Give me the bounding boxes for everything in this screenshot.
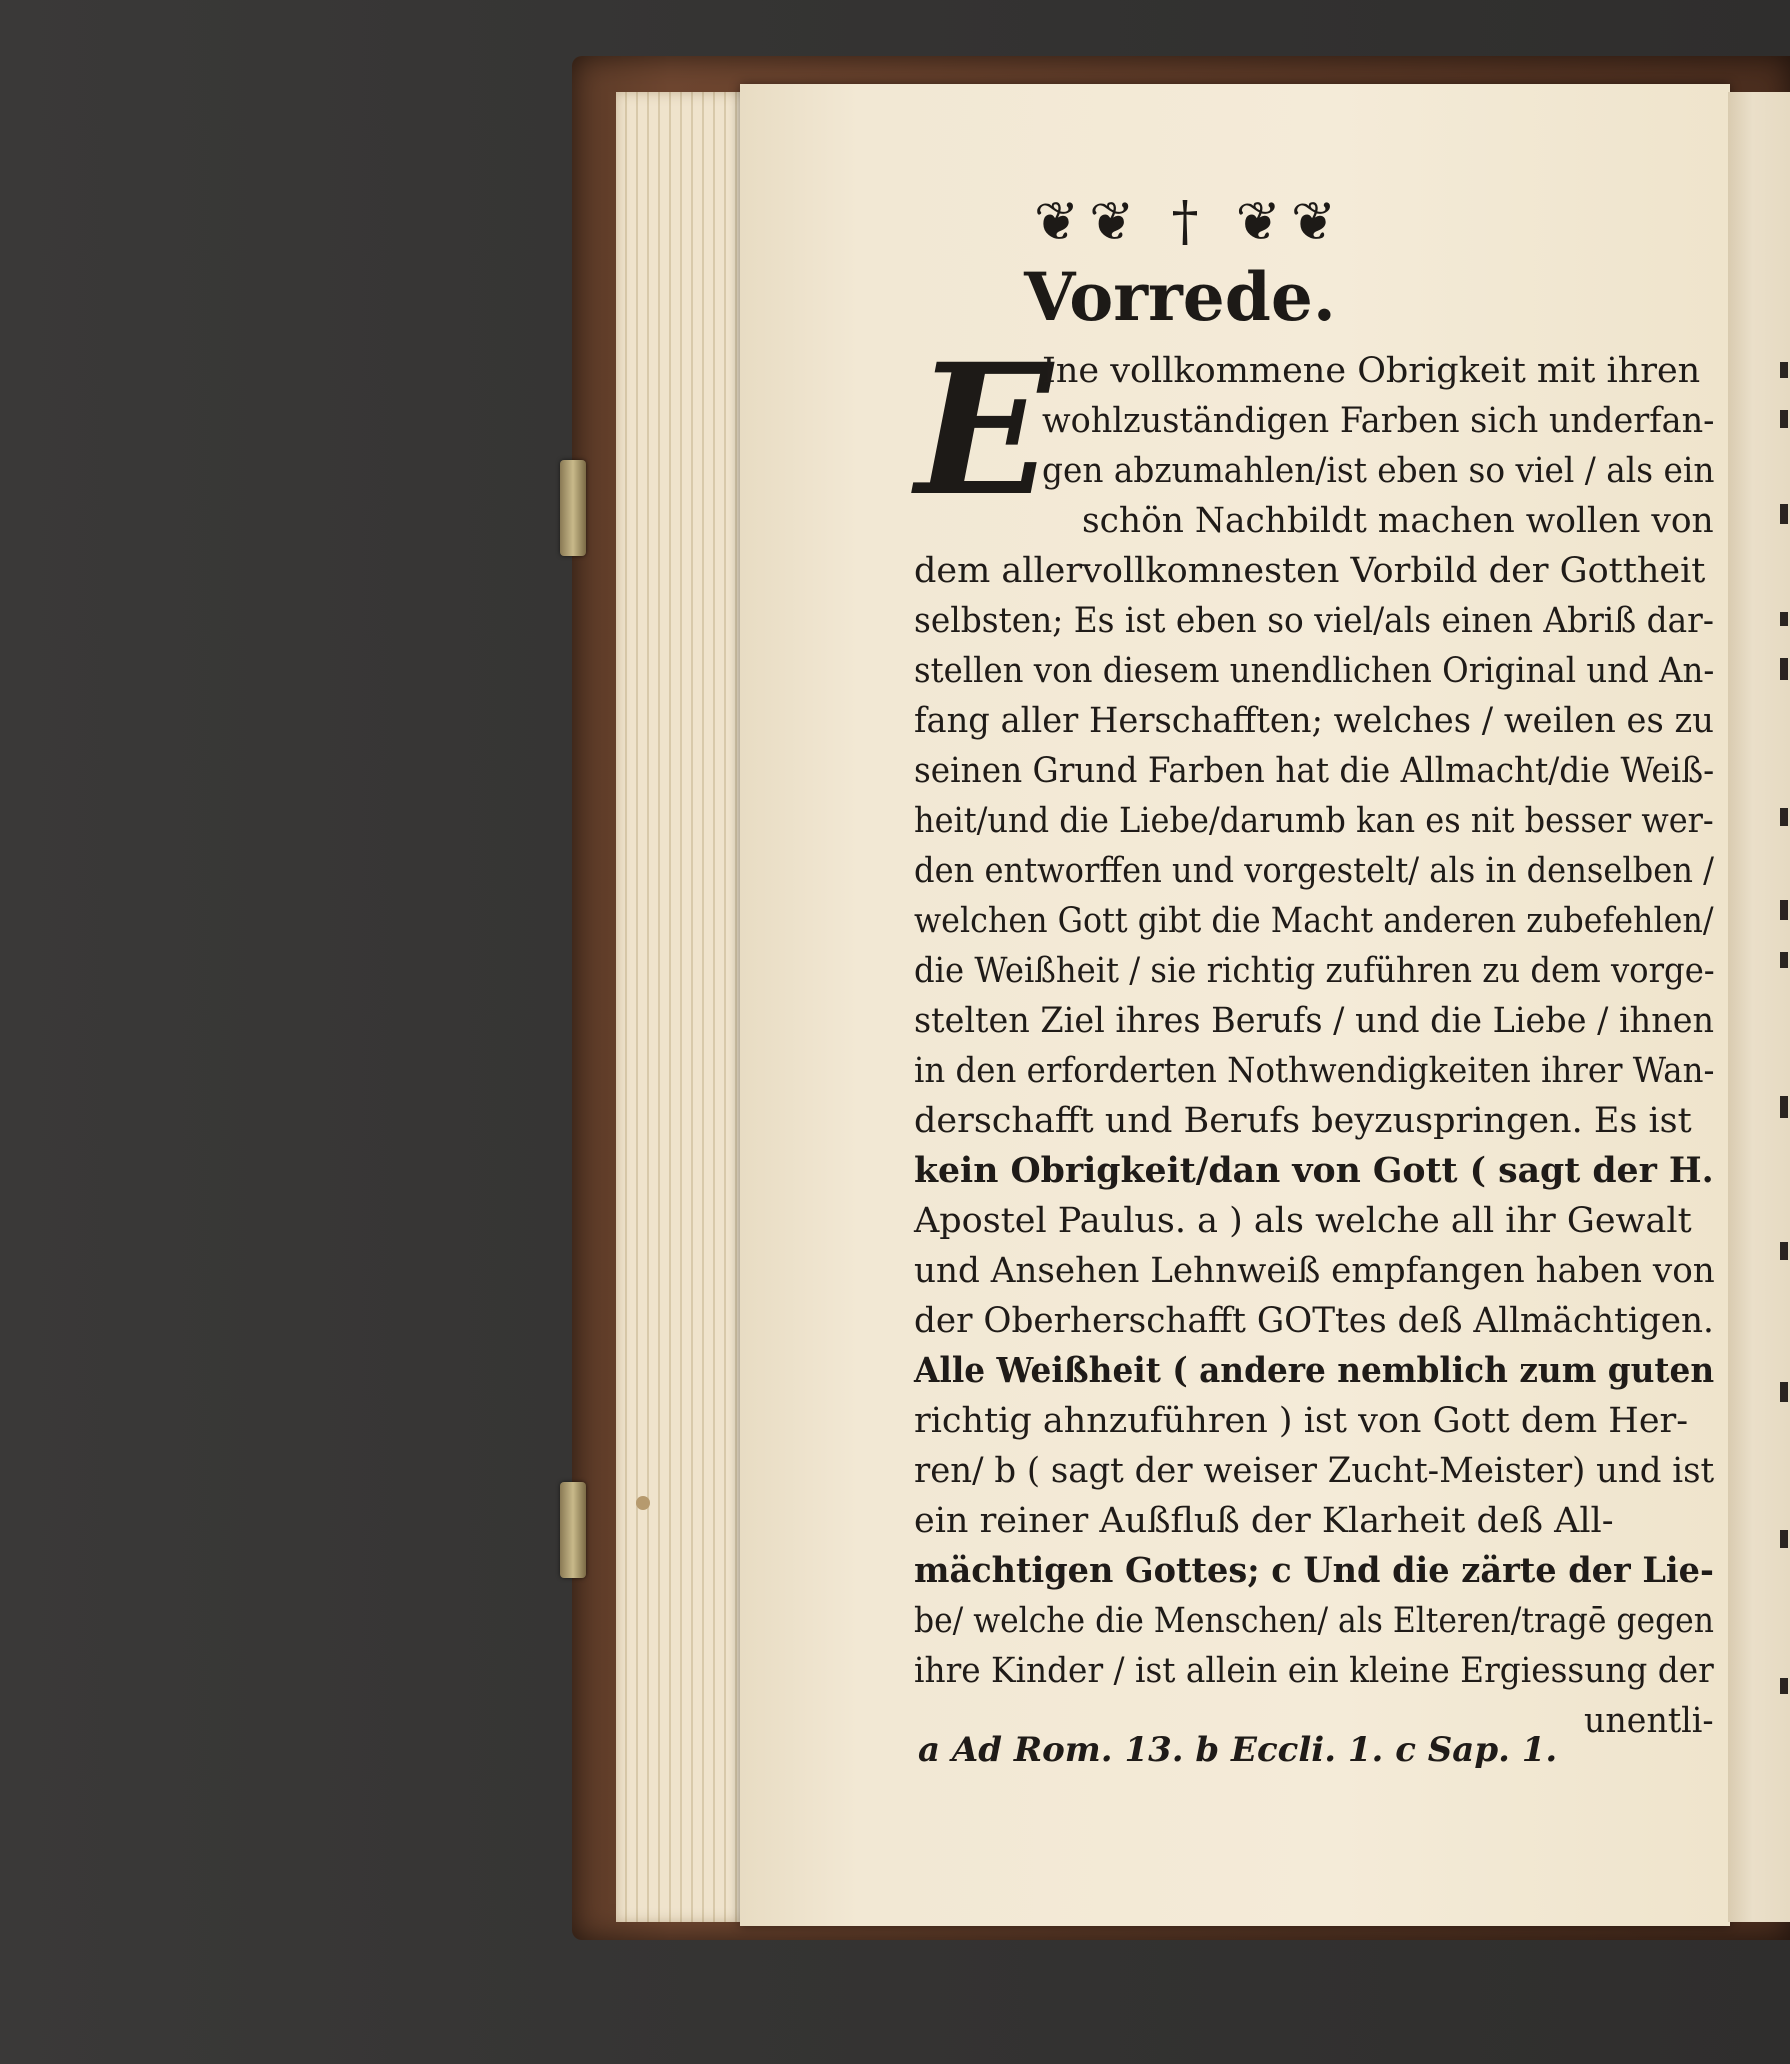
- ornament-header: ❦❦ † ❦❦: [1033, 190, 1347, 253]
- text-line: ihre Kinder / ist allein ein kleine Ergiessung der: [914, 1651, 1714, 1691]
- text-line: und Ansehen Lehnweiß empfangen haben von: [914, 1251, 1715, 1291]
- text-line: der Oberherschafft GOTtes deß Allmächtigen.: [914, 1301, 1714, 1341]
- text-line: stellen von diesem unendlichen Original und An-: [914, 651, 1715, 691]
- book-clasp-top: [560, 460, 586, 556]
- text-line: richtig ahnzuführen ) ist von Gott dem Her-: [914, 1401, 1689, 1441]
- text-line: Alle Weißheit ( andere nemblich zum guten: [914, 1350, 1715, 1391]
- footnotes: a Ad Rom. 13. b Eccli. 1. c Sap. 1.: [918, 1730, 1558, 1770]
- text-line: welchen Gott gibt die Macht anderen zubefehlen/: [914, 901, 1714, 941]
- text-line: be/ welche die Menschen/ als Elteren/tragē gegen: [914, 1601, 1714, 1641]
- paper-stain: [636, 1496, 650, 1510]
- text-line: Ine vollkommene Obrigkeit mit ihren: [1042, 351, 1701, 391]
- text-line: Apostel Paulus. a ) als welche all ihr Gewalt: [914, 1201, 1692, 1241]
- text-line: stelten Ziel ihres Berufs / und die Liebe / ihnen: [914, 1001, 1715, 1041]
- text-line: fang aller Herschafften; welches / weilen es zu: [914, 701, 1714, 741]
- text-line: ren/ b ( sagt der weiser Zucht-Meister) und ist: [914, 1451, 1715, 1491]
- next-page-edge: [1728, 92, 1790, 1922]
- drop-cap: E: [915, 325, 1053, 536]
- text-line: ein reiner Außfluß der Klarheit deß All-: [914, 1501, 1614, 1541]
- text-line: seinen Grund Farben hat die Allmacht/die Weiß-: [914, 751, 1715, 791]
- text-line: derschafft und Berufs beyzuspringen. Es ist: [914, 1101, 1692, 1141]
- text-line: mächtigen Gottes; c Und die zärte der Lie-: [914, 1550, 1714, 1591]
- page-title: Vorrede.: [1024, 258, 1336, 336]
- text-line: die Weißheit / sie richtig zuführen zu dem vorge-: [914, 951, 1715, 991]
- text-line: wohlzuständigen Farben sich underfan-: [1042, 401, 1715, 441]
- text-line: kein Obrigkeit/dan von Gott ( sagt der H.: [914, 1150, 1714, 1191]
- text-line: schön Nachbildt machen wollen von: [1082, 501, 1714, 541]
- text-line: gen abzumahlen/ist eben so viel / als ein: [1042, 451, 1715, 491]
- text-line: dem allervollkomnesten Vorbild der Gottheit: [914, 551, 1706, 591]
- text-line: heit/und die Liebe/darumb kan es nit besser wer-: [914, 801, 1714, 841]
- book-clasp-bottom: [560, 1482, 586, 1578]
- text-line: in den erforderten Nothwendigkeiten ihrer Wan-: [914, 1051, 1715, 1091]
- text-line: den entworffen und vorgestelt/ als in denselben /: [914, 851, 1714, 891]
- text-line: selbsten; Es ist eben so viel/als einen Abriß dar-: [914, 601, 1714, 641]
- catchword: unentli-: [1584, 1701, 1714, 1741]
